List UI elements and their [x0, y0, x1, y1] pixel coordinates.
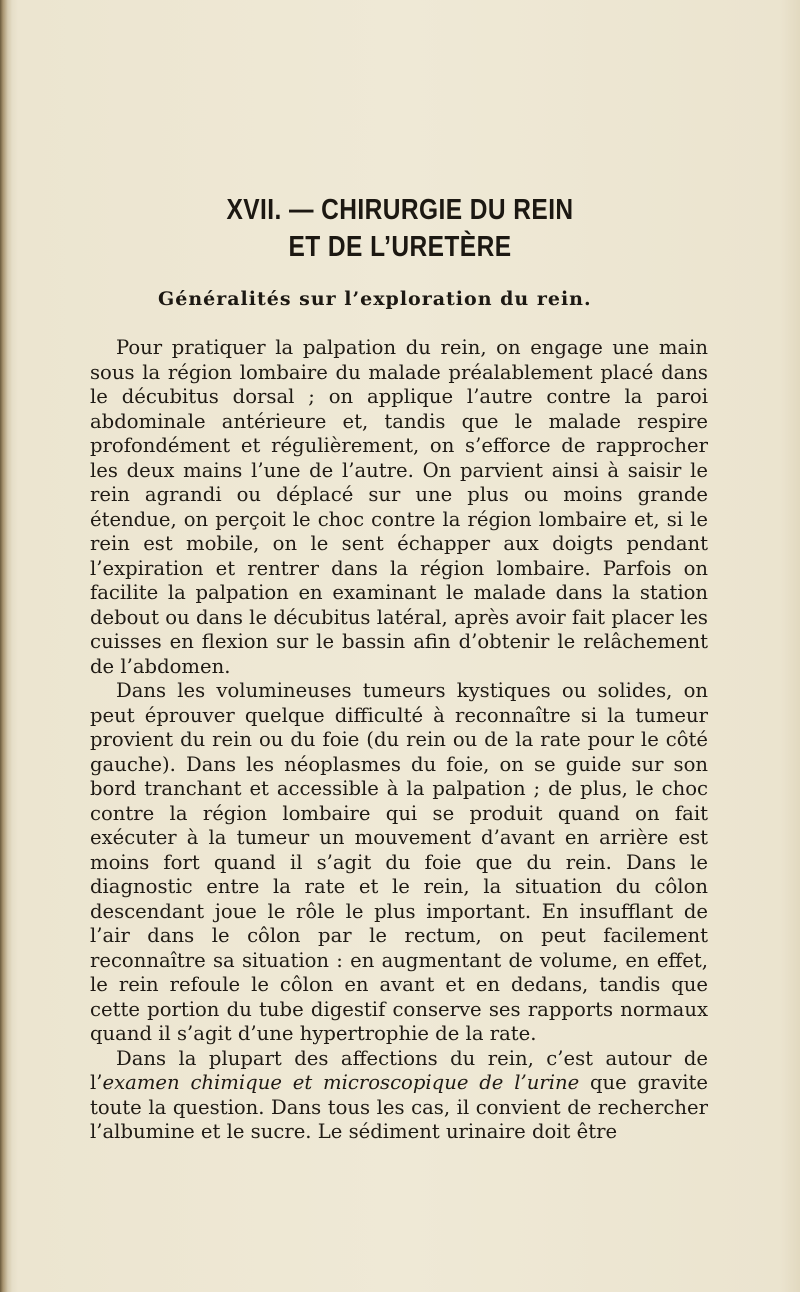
section-heading: Généralités sur l’exploration du rein.: [158, 288, 592, 310]
paragraph-3-italic-text: examen chimique et microscopique de l’urine: [102, 1071, 580, 1094]
page-gutter-shadow: [0, 0, 12, 1292]
paragraph-3-text-start: Dans la plupart des affections du rein, c’est autour de l’: [90, 1046, 708, 1094]
body-text: [90, 336, 708, 1145]
paragraph-tumeurs: Dans les volumineuses tumeurs kystiques ou solides, on peut éprouver quelque difficulté à reconnaître si la tumeur provient du rein ou du foie (du rein ou de la rate pour le côté gauche). Dans les néoplasmes du foie, on se guide sur son bord tranchant et accessible à la palpation ; de plus, le choc contre la région lombaire qui se produit quand on fait exécuter à la tumeur un mouvement d’avant en arrière est moins fort quand il s’agit du foie que du rein. Dans le diagnostic entre la rate et le rein, la situation du côlon descendant joue le rôle le plus important. En insufflant de l’air dans le côlon par le rectum, on peut facilement reconnaître sa situation : en augmentant de volume, en effet, le rein refoule le côlon en avant et en dedans, tandis que cette portion du tube digestif conserve ses rapports normaux quand il s’agit d’une hypertrophie de la rate.: [90, 679, 708, 1045]
paragraph-examen-urine: [90, 1047, 708, 1145]
paragraph-3-text-end: que gravite toute la question. Dans tous les cas, il convient de rechercher l’albumine et le sucre. Le sédiment urinaire doit être: [90, 1071, 708, 1143]
chapter-title: [159, 192, 641, 266]
chapter-title-line-1: XVII. — CHIRURGIE DU REIN: [226, 194, 574, 226]
chapter-title-line-2: ET DE L’URETÈRE: [288, 231, 512, 263]
paragraph-palpation: Pour pratiquer la palpation du rein, on engage une main sous la région lombaire du malade préalablement placé dans le décubitus dorsal ; on applique l’autre contre la paroi abdominale antérieure et, tandis que le malade respire profondément et régulièrement, on s’efforce de rapprocher les deux mains l’une de l’autre. On parvient ainsi à saisir le rein agrandi ou déplacé sur une plus ou moins grande étendue, on perçoit le choc contre la région lombaire et, si le rein est mobile, on le sent échapper aux doigts pendant l’expiration et rentrer dans la région lombaire. Parfois on facilite la palpation en examinant le malade dans la station debout ou dans le décubitus latéral, après avoir fait placer les cuisses en flexion sur le bassin afin d’obtenir le relâchement de l’abdomen.: [90, 336, 708, 678]
